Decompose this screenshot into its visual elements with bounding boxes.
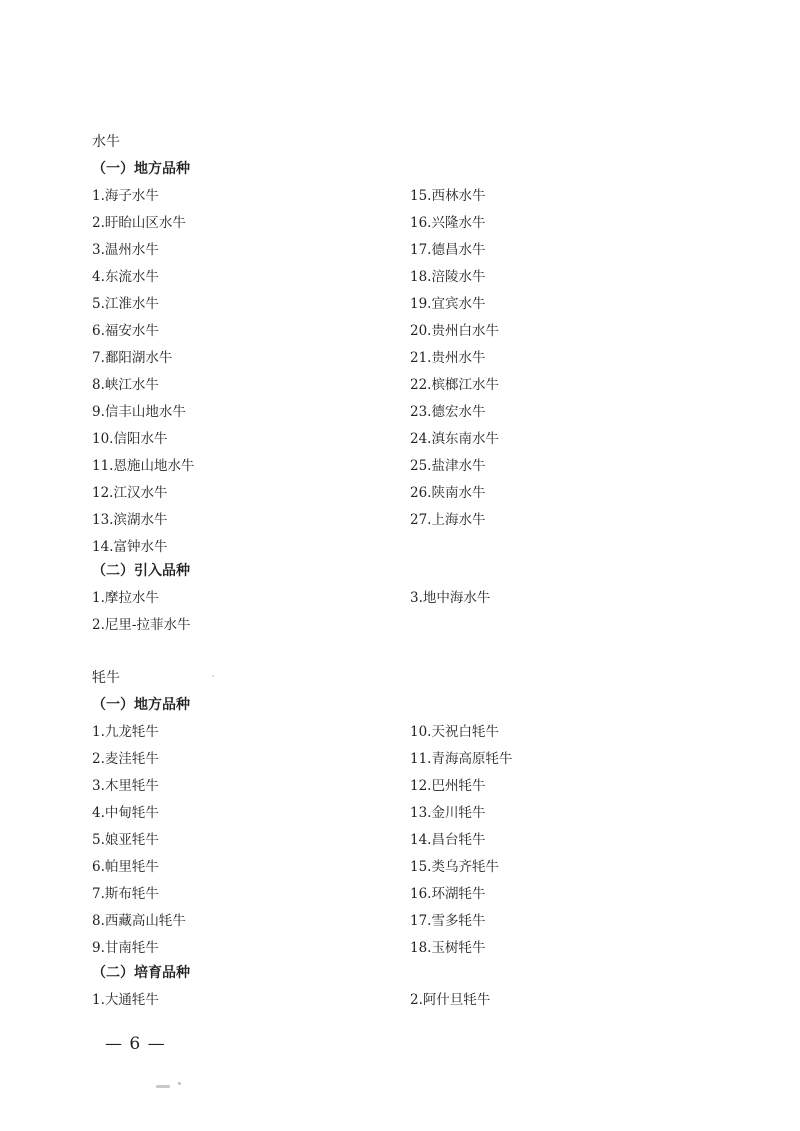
breed-list-item: 23.德宏水牛 bbox=[410, 404, 486, 420]
breed-list-item: 7.鄱阳湖水牛 bbox=[92, 350, 173, 366]
breed-list-item: 1.九龙牦牛 bbox=[92, 724, 159, 740]
breed-list-item: 5.江淮水牛 bbox=[92, 296, 159, 312]
subsection-buffalo-introduced: （二）引入品种 bbox=[92, 563, 190, 579]
breed-list-item: 13.金川牦牛 bbox=[410, 805, 486, 821]
breed-list-item: 17.德昌水牛 bbox=[410, 242, 486, 258]
breed-list-item: 10.天祝白牦牛 bbox=[410, 724, 499, 740]
yak-bred-list-left bbox=[92, 991, 159, 1018]
breed-list-item: 2.盱眙山区水牛 bbox=[92, 215, 186, 231]
yak-bred-list-right bbox=[410, 991, 490, 1018]
buffalo-local-list-right bbox=[410, 187, 499, 538]
breed-list-item: 21.贵州水牛 bbox=[410, 350, 486, 366]
breed-list-item: 6.福安水牛 bbox=[92, 323, 159, 339]
breed-list-item: 12.江汉水牛 bbox=[92, 485, 168, 501]
breed-list-item: 3.温州水牛 bbox=[92, 242, 159, 258]
breed-list-item: 27.上海水牛 bbox=[410, 512, 486, 528]
subsection-yak-local: （一）地方品种 bbox=[92, 697, 190, 713]
scan-speck bbox=[156, 1085, 170, 1088]
breed-list-item: 4.中甸牦牛 bbox=[92, 805, 159, 821]
breed-list-item: 4.东流水牛 bbox=[92, 269, 159, 285]
breed-list-item: 2.尼里-拉菲水牛 bbox=[92, 617, 191, 633]
breed-list-item: 24.滇东南水牛 bbox=[410, 431, 499, 447]
section-title-buffalo: 水牛 bbox=[92, 134, 120, 150]
yak-local-list-left bbox=[92, 723, 186, 966]
subsection-buffalo-local: （一）地方品种 bbox=[92, 161, 190, 177]
buffalo-introduced-list-right bbox=[410, 589, 490, 616]
breed-list-item: 16.环湖牦牛 bbox=[410, 886, 486, 902]
breed-list-item: 19.宜宾水牛 bbox=[410, 296, 486, 312]
breed-list-item: 9.甘南牦牛 bbox=[92, 940, 159, 956]
subsection-yak-bred: （二）培育品种 bbox=[92, 965, 190, 981]
breed-list-item: 17.雪多牦牛 bbox=[410, 913, 486, 929]
breed-list-item: 8.峡江水牛 bbox=[92, 377, 159, 393]
breed-list-item: 13.滨湖水牛 bbox=[92, 512, 168, 528]
breed-list-item: 1.大通牦牛 bbox=[92, 992, 159, 1008]
breed-list-item: 7.斯布牦牛 bbox=[92, 886, 159, 902]
page-number: — 6 — bbox=[105, 1034, 166, 1054]
yak-local-list-right bbox=[410, 723, 512, 966]
breed-list-item: 5.娘亚牦牛 bbox=[92, 832, 159, 848]
buffalo-local-list-left bbox=[92, 187, 194, 565]
breed-list-item: 18.涪陵水牛 bbox=[410, 269, 486, 285]
breed-list-item: 1.海子水牛 bbox=[92, 188, 159, 204]
buffalo-introduced-list-left bbox=[92, 589, 190, 643]
breed-list-item: 2.阿什旦牦牛 bbox=[410, 992, 491, 1008]
scan-speck bbox=[212, 675, 214, 677]
breed-list-item: 9.信丰山地水牛 bbox=[92, 404, 186, 420]
breed-list-item: 8.西藏高山牦牛 bbox=[92, 913, 186, 929]
breed-list-item: 20.贵州白水牛 bbox=[410, 323, 499, 339]
breed-list-item: 14.富钟水牛 bbox=[92, 539, 168, 555]
scan-speck bbox=[178, 1082, 181, 1085]
breed-list-item: 26.陕南水牛 bbox=[410, 485, 486, 501]
breed-list-item: 15.西林水牛 bbox=[410, 188, 486, 204]
breed-list-item: 25.盐津水牛 bbox=[410, 458, 486, 474]
breed-list-item: 3.木里牦牛 bbox=[92, 778, 159, 794]
breed-list-item: 12.巴州牦牛 bbox=[410, 778, 486, 794]
breed-list-item: 15.类乌齐牦牛 bbox=[410, 859, 499, 875]
section-title-yak: 牦牛 bbox=[92, 670, 120, 686]
breed-list-item: 14.昌台牦牛 bbox=[410, 832, 486, 848]
breed-list-item: 1.摩拉水牛 bbox=[92, 590, 159, 606]
breed-list-item: 11.青海高原牦牛 bbox=[410, 751, 513, 767]
breed-list-item: 16.兴隆水牛 bbox=[410, 215, 486, 231]
breed-list-item: 11.恩施山地水牛 bbox=[92, 458, 195, 474]
breed-list-item: 2.麦洼牦牛 bbox=[92, 751, 159, 767]
breed-list-item: 22.槟榔江水牛 bbox=[410, 377, 499, 393]
breed-list-item: 3.地中海水牛 bbox=[410, 590, 491, 606]
breed-list-item: 10.信阳水牛 bbox=[92, 431, 168, 447]
breed-list-item: 18.玉树牦牛 bbox=[410, 940, 486, 956]
breed-list-item: 6.帕里牦牛 bbox=[92, 859, 159, 875]
